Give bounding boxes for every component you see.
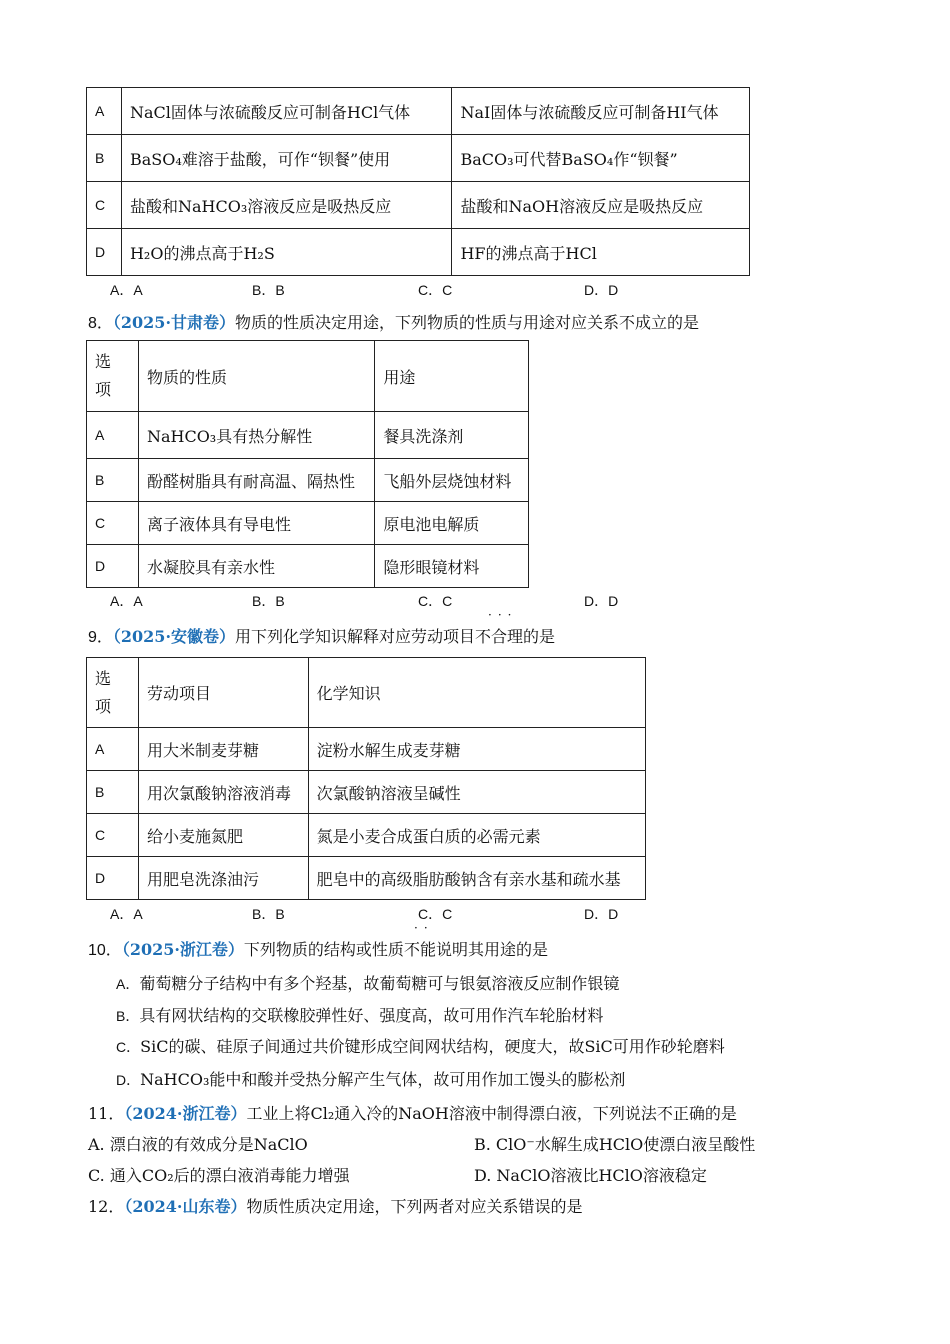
knowledge-cell: 氮是小麦合成蛋白质的必需元素 bbox=[308, 814, 645, 857]
q10-choice-a[interactable] bbox=[116, 971, 619, 994]
answer-option-b[interactable]: B．B bbox=[252, 906, 285, 922]
property-cell: 水凝胶具有亲水性 bbox=[138, 545, 374, 588]
header-use: 用途 bbox=[375, 341, 529, 412]
q8-stem bbox=[88, 310, 699, 333]
row-label: B bbox=[87, 459, 139, 502]
emphasis-dots: ·· bbox=[414, 921, 434, 935]
q11-choice-d[interactable]: D. NaClO溶液比HClO溶液稳定 bbox=[474, 1166, 707, 1185]
task-cell: 用次氯酸钠溶液消毒 bbox=[138, 771, 308, 814]
answer-option-c[interactable]: C．C bbox=[418, 282, 453, 298]
table-row bbox=[87, 857, 646, 900]
row-label: A bbox=[87, 88, 122, 135]
answer-option-b[interactable]: B．B bbox=[252, 593, 285, 609]
table-header-row bbox=[87, 658, 646, 728]
question-source: （2024·山东卷） bbox=[124, 1197, 247, 1216]
choice-text: NaHCO₃能中和酸并受热分解产生气体，故可用作加工馒头的膨松剂 bbox=[140, 1070, 626, 1089]
task-cell: 用大米制麦芽糖 bbox=[138, 728, 308, 771]
answer-option-c[interactable]: C．C bbox=[418, 906, 453, 922]
q11-choice-b[interactable]: B. ClO⁻水解生成HClO使漂白液呈酸性 bbox=[474, 1135, 756, 1154]
table-row bbox=[87, 545, 529, 588]
q10-choice-c[interactable] bbox=[116, 1034, 725, 1057]
q10-choice-b[interactable] bbox=[116, 1003, 603, 1026]
question-text: 物质性质决定用途，下列两者对应关系错误的是 bbox=[246, 1197, 583, 1216]
header-option: 选项 bbox=[87, 658, 139, 728]
table-row bbox=[87, 728, 646, 771]
question-number: 8． bbox=[88, 315, 113, 332]
question-text: 下列物质的结构或性质 bbox=[243, 940, 404, 959]
answer-option-a[interactable]: A．A bbox=[110, 593, 143, 609]
answer-option-d[interactable]: D．D bbox=[584, 906, 619, 922]
row-label: D bbox=[87, 229, 122, 276]
use-cell: 飞船外层烧蚀材料 bbox=[375, 459, 529, 502]
answer-option-d[interactable]: D．D bbox=[584, 593, 619, 609]
row-label: A bbox=[87, 412, 139, 459]
table-header-row bbox=[87, 341, 529, 412]
property-cell: 离子液体具有导电性 bbox=[138, 502, 374, 545]
header-knowledge: 化学知识 bbox=[308, 658, 645, 728]
question-number: 10． bbox=[88, 942, 122, 959]
q8-table bbox=[86, 340, 529, 588]
knowledge-cell: 淀粉水解生成麦芽糖 bbox=[308, 728, 645, 771]
use-cell: 隐形眼镜材料 bbox=[375, 545, 529, 588]
answer-option-a[interactable]: A．A bbox=[110, 282, 143, 298]
question-source: （2025·甘肃卷） bbox=[112, 313, 236, 332]
q11-choice-a[interactable]: A. 漂白液的有效成分是NaClO bbox=[88, 1135, 308, 1154]
header-task: 劳动项目 bbox=[138, 658, 308, 728]
emphasized-text: 不合理 bbox=[475, 627, 524, 646]
question-source: （2025·安徽卷） bbox=[112, 627, 236, 646]
knowledge-cell: 肥皂中的高级脂肪酸钠含有亲水基和疏水基 bbox=[308, 857, 645, 900]
row-label: D bbox=[87, 857, 139, 900]
row-label: D bbox=[87, 545, 139, 588]
table-row bbox=[87, 502, 529, 545]
option-right: HF的沸点高于HCl bbox=[452, 229, 750, 276]
table-row bbox=[87, 229, 750, 276]
table-row bbox=[87, 771, 646, 814]
answer-option-b[interactable]: B．B bbox=[252, 282, 285, 298]
property-cell: NaHCO₃具有热分解性 bbox=[138, 412, 374, 459]
choice-label: B． bbox=[116, 1008, 140, 1024]
option-left: NaCl固体与浓硫酸反应可制备HCl气体 bbox=[121, 88, 451, 135]
row-label: B bbox=[87, 135, 122, 182]
q11-stem bbox=[88, 1101, 737, 1124]
task-cell: 用肥皂洗涤油污 bbox=[138, 857, 308, 900]
choice-label: A． bbox=[116, 976, 140, 992]
header-property: 物质的性质 bbox=[138, 341, 374, 412]
table-row bbox=[87, 412, 529, 459]
question-text-end: 说明其用途的是 bbox=[435, 940, 548, 959]
row-label: B bbox=[87, 771, 139, 814]
row-label: C bbox=[87, 814, 139, 857]
choice-label: C． bbox=[116, 1039, 141, 1055]
emphasized-text: 不能 bbox=[403, 940, 436, 959]
table-row bbox=[87, 814, 646, 857]
q11-choice-c[interactable]: C. 通入CO₂后的漂白液消毒能力增强 bbox=[88, 1166, 350, 1185]
question-text-end: 的是 bbox=[523, 627, 556, 646]
choice-text: 葡萄糖分子结构中有多个羟基，故葡萄糖可与银氨溶液反应制作银镜 bbox=[139, 974, 620, 993]
q10-choice-d[interactable] bbox=[116, 1067, 625, 1090]
option-right: 盐酸和NaOH溶液反应是吸热反应 bbox=[452, 182, 750, 229]
question-number: 9． bbox=[88, 629, 113, 646]
choice-text: SiC的碳、硅原子间通过共价键形成空间网状结构，硬度大，故SiC可用作砂轮磨料 bbox=[140, 1037, 725, 1056]
table-row bbox=[87, 135, 750, 182]
question-source: （2025·浙江卷） bbox=[121, 940, 244, 959]
option-right: BaCO₃可代替BaSO₄作“钡餐” bbox=[452, 135, 750, 182]
question-text: 物质的性质决定用途，下列物质的性质与用途对应关系不成立的是 bbox=[235, 313, 700, 332]
question-text: 用下列化学知识解释对应劳动项目 bbox=[235, 627, 476, 646]
question-source: （2024·浙江卷） bbox=[124, 1104, 247, 1123]
option-left: 盐酸和NaHCO₃溶液反应是吸热反应 bbox=[121, 182, 451, 229]
property-cell: 酚醛树脂具有耐高温、隔热性 bbox=[138, 459, 374, 502]
question-number: 11． bbox=[88, 1104, 125, 1123]
use-cell: 餐具洗涤剂 bbox=[375, 412, 529, 459]
table-row bbox=[87, 88, 750, 135]
option-left: BaSO₄难溶于盐酸，可作“钡餐”使用 bbox=[121, 135, 451, 182]
header-option: 选项 bbox=[87, 341, 139, 412]
task-cell: 给小麦施氮肥 bbox=[138, 814, 308, 857]
use-cell: 原电池电解质 bbox=[375, 502, 529, 545]
answer-option-c[interactable]: C．C bbox=[418, 593, 453, 609]
q7-table bbox=[86, 87, 750, 276]
choice-text: 具有网状结构的交联橡胶弹性好、强度高，故可用作汽车轮胎材料 bbox=[139, 1006, 604, 1025]
emphasis-dots: ··· bbox=[488, 608, 518, 622]
choice-label: D． bbox=[116, 1072, 141, 1088]
answer-option-a[interactable]: A．A bbox=[110, 906, 143, 922]
row-label: A bbox=[87, 728, 139, 771]
row-label: C bbox=[87, 502, 139, 545]
table-row bbox=[87, 459, 529, 502]
knowledge-cell: 次氯酸钠溶液呈碱性 bbox=[308, 771, 645, 814]
q10-stem bbox=[88, 937, 548, 960]
q9-table bbox=[86, 657, 646, 900]
q9-stem bbox=[88, 624, 555, 647]
table-row bbox=[87, 182, 750, 229]
row-label: C bbox=[87, 182, 122, 229]
q12-stem bbox=[88, 1194, 583, 1217]
question-text: 工业上将Cl₂通入冷的NaOH溶液中制得漂白液，下列说法不正确的是 bbox=[246, 1104, 737, 1123]
answer-option-d[interactable]: D．D bbox=[584, 282, 619, 298]
option-left: H₂O的沸点高于H₂S bbox=[121, 229, 451, 276]
question-number: 12． bbox=[88, 1197, 125, 1216]
option-right: NaI固体与浓硫酸反应可制备HI气体 bbox=[452, 88, 750, 135]
